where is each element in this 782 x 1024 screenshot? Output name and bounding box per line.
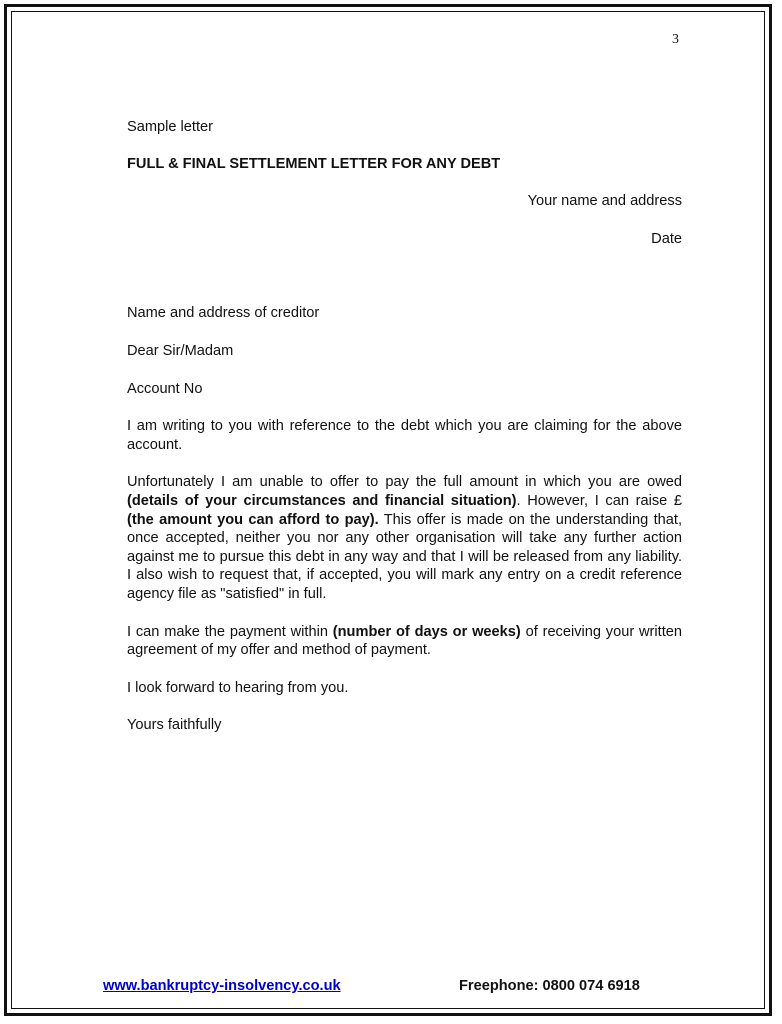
letter-title: FULL & FINAL SETTLEMENT LETTER FOR ANY DEBT — [127, 155, 501, 172]
paragraph-payment-text-2: of receiving your written agreement of my offer and method of payment. — [127, 623, 683, 659]
circumstances-placeholder: (details of your circumstances and financial situation) — [127, 492, 517, 509]
paragraph-payment-text-1: I can make the payment within — [127, 623, 333, 640]
paragraph-offer-text-3: This offer is made on the understanding that, once accepted, neither you nor any other organisation will take any further action against me to pursue this debt in any way and that I will be released from any liability. I also wish to request that, if accepted, you will mark any entry on a credit reference agency file as "satisfied" in full. — [127, 511, 683, 602]
paragraph-offer-text-2: . However, I can raise £ — [516, 492, 683, 509]
sender-placeholder: Your name and address — [527, 193, 682, 210]
date-placeholder: Date — [651, 230, 682, 247]
recipient-placeholder: Name and address of creditor — [127, 305, 320, 322]
sample-letter-label: Sample letter — [127, 119, 213, 135]
paragraph-offer-text-1: Unfortunately I am unable to offer to pay the full amount in which you are owed — [127, 474, 682, 491]
days-placeholder: (number of days or weeks) — [332, 623, 521, 640]
sign-off: Yours faithfully — [127, 717, 222, 734]
account-line: Account No — [127, 380, 203, 397]
page-number: 3 — [672, 32, 679, 47]
salutation: Dear Sir/Madam — [127, 342, 234, 359]
paragraph-closing: I look forward to hearing from you. — [127, 679, 349, 696]
website-link[interactable]: www.bankruptcy-insolvency.co.uk — [103, 978, 341, 994]
letter-body — [127, 118, 682, 735]
amount-placeholder: (the amount you can afford to pay). — [127, 511, 379, 528]
paragraph-reference: I am writing to you with reference to the debt which you are claiming for the above account. — [127, 418, 682, 453]
freephone-number: Freephone: 0800 074 6918 — [459, 978, 640, 994]
paragraph-payment — [127, 623, 682, 660]
paragraph-offer — [127, 473, 682, 603]
